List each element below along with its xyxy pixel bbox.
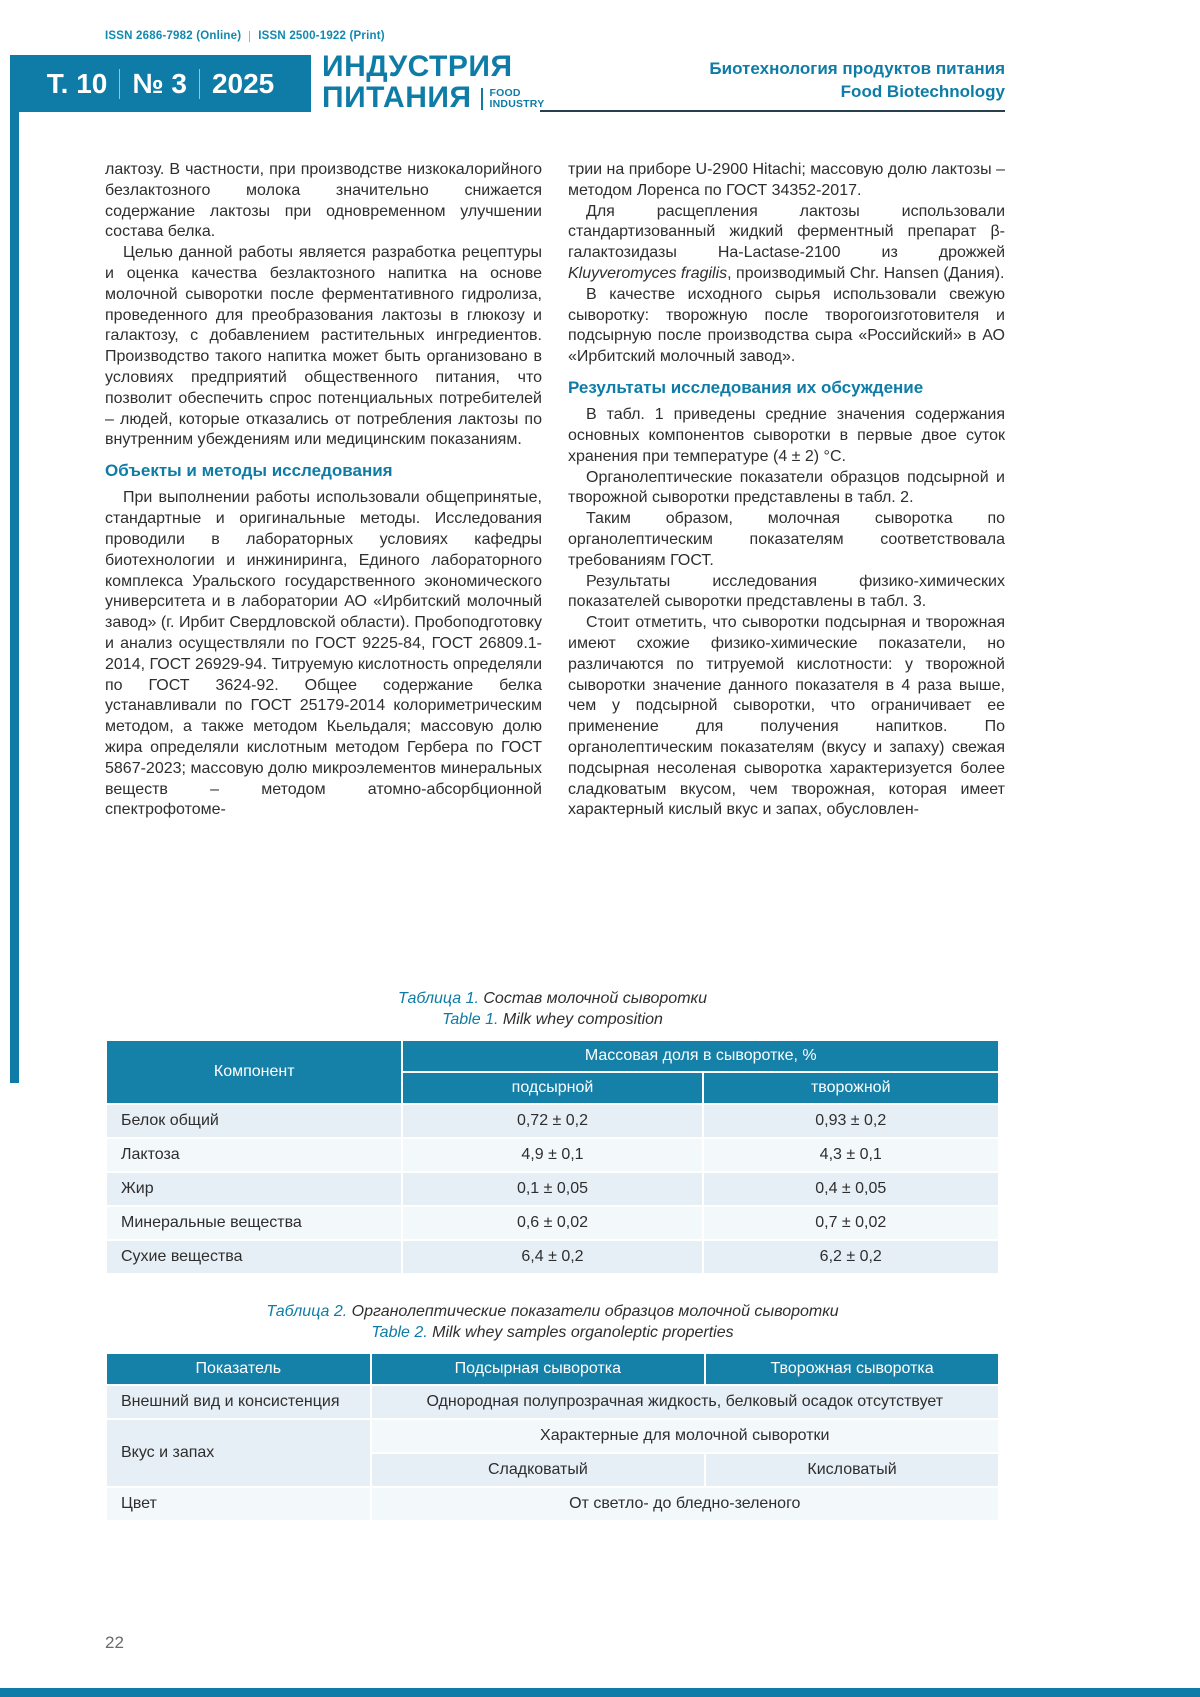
journal-title-en: FOOD INDUSTRY — [481, 88, 545, 110]
table-row: Внешний вид и консистенция Однородная полупрозрачная жидкость, белковый осадок отсутствует — [107, 1386, 998, 1418]
table1-caption-en: Table 1. Milk whey composition — [442, 1011, 663, 1028]
paragraph: При выполнении работы использовали общепринятые, стандартные и оригинальные методы. Исследования проводили в лабораторных условиях кафедры биотехнологии и инжиниринга, Единого лабораторного комплекса Уральского государственного экономического университета и в лаборатории АО «Ирбитский молочный завод» (г. Ирбит Свердловской области). Пробоподготовку и анализ осуществляли по ГОСТ 9225-84, ГОСТ 26809.1-2014, ГОСТ 26929-94. Титруемую кислотность определяли по ГОСТ 3624-92. Общее содержание белка устанавливали по ГОСТ 25179-2014 колориметрическим методом, а также методом Кьельдаля; массовую долю жира определяли кислотным методом Гербера по ГОСТ 5867-2023; массовую долю микроэлементов минеральных веществ – методом атомно-абсорбционной спектрофотоме- — [105, 489, 542, 819]
paragraph: Таким образом, молочная сыворотка по органолептическим показателям соответствовала требованиям ГОСТ. — [568, 510, 1005, 569]
table-row: Лактоза 4,9 ± 0,1 4,3 ± 0,1 — [107, 1139, 998, 1171]
volume-issue-box — [10, 55, 311, 112]
paragraph: В табл. 1 приведены средние значения содержания основных компонентов сыворотки в первые двое суток хранения при температуре (4 ± 2) °С. — [568, 406, 1005, 465]
table2-header-indicator: Показатель — [107, 1354, 370, 1384]
paragraph: Стоит отметить, что сыворотки подсырная и творожная имеют схожие физико-химические показатели, но различаются по титруемой кислотности: у творожной сыворотки значение данного показателя в 4 раза выше, чем у подсырной сыворотки, что ограничивает ее применение для получения напитков. По органолептическим показателям (вкусу и запаху) свежая подсырная несоленая сыворотка характеризуется более сладковатым вкусом, чем творожная, которая имеет характерный кислый вкус и запах, обусловлен- — [568, 614, 1005, 819]
paragraph: Целью данной работы является разработка рецептуры и оценка качества безлактозного напитка на основе молочной сыворотки после ферментативного гидролиза, проведенного для преобразования лактозы в глюкозу и галактозу, с добавлением растительных ингредиентов. Производство такого напитка может быть организовано в условиях предприятий общественного питания, что позволит обеспечить спрос потенциальных потребителей – людей, которые отказались от потребления лактозы по внутренним убеждениям или медицинским показаниям. — [105, 244, 542, 449]
table2-header-tvorozhnaya: Творожная сыворотка — [706, 1354, 998, 1384]
article-body — [105, 160, 1005, 988]
paragraph: лактозу. В частности, при производстве низкокалорийного безлактозного молока значительно снижается содержание лактозы при одновременном улучшении состава белка. — [105, 161, 542, 241]
paragraph: В качестве исходного сырья использовали свежую сыворотку: творожную после творогоизготовителя и подсырную после производства сыра «Российский» в АО «Ирбитский молочный завод». — [568, 285, 1005, 366]
paragraph: Для расщепления лактозы использовали стандартизованный жидкий ферментный препарат β-галактозидазы Ha-Lactase-2100 из дрожжей Kluyveromyces fragilis, производимый Chr. Hansen (Дания). — [568, 202, 1005, 282]
column-left — [105, 160, 542, 988]
table2-caption — [105, 1301, 1000, 1343]
bottom-accent-bar — [0, 1688, 1200, 1697]
table1-header-tvorozhnaya: творожной — [704, 1073, 999, 1103]
section-title-en: Food Biotechnology — [840, 82, 1005, 101]
journal-title-line2: ПИТАНИЯ — [322, 81, 472, 114]
table1-header-group: Массовая доля в сыворотке, % — [403, 1041, 998, 1071]
table1-caption-ru: Таблица 1. Состав молочной сыворотки — [398, 990, 707, 1007]
left-accent-bar — [10, 55, 19, 1083]
species-name-italic: Kluyveromyces fragilis — [568, 264, 728, 282]
volume-separator — [119, 69, 120, 99]
table1-whey-composition — [105, 1039, 1000, 1275]
volume-label: Т. 10 — [46, 67, 108, 99]
section-heading-methods: Объекты и методы исследования — [105, 461, 393, 481]
journal-title — [322, 51, 544, 113]
paragraph: Результаты исследования физико-химических показателей сыворотки представлены в табл. 3. — [568, 572, 1005, 611]
paragraph: Органолептические показатели образцов подсырной и творожной сыворотки представлены в табл. 2. — [568, 468, 1005, 507]
table2-header-podsyrnaya: Подсырная сыворотка — [372, 1354, 705, 1384]
column-right — [568, 160, 1005, 988]
table1-header-podsyrnaya: подсырной — [403, 1073, 701, 1103]
table2-caption-en: Table 2. Milk whey samples organoleptic properties — [371, 1324, 734, 1341]
issn-print: ISSN 2500-1922 (Print) — [258, 30, 385, 42]
journal-title-line1: ИНДУСТРИЯ — [322, 50, 513, 83]
year-label: 2025 — [211, 67, 275, 99]
issn-online: ISSN 2686-7982 (Online) — [105, 30, 242, 42]
volume-separator — [199, 69, 200, 99]
table-row: Цвет От светло- до бледно-зеленого — [107, 1488, 998, 1520]
issue-label: № 3 — [132, 67, 187, 99]
table-row: Сухие вещества 6,4 ± 0,2 6,2 ± 0,2 — [107, 1241, 998, 1273]
header-divider-line — [540, 110, 1005, 112]
table2-caption-ru: Таблица 2. Органолептические показатели образцов молочной сыворотки — [266, 1303, 839, 1320]
issn-line — [105, 30, 385, 42]
section-header — [709, 57, 1005, 103]
table2-organoleptic-properties — [105, 1352, 1000, 1522]
paragraph: трии на приборе U-2900 Hitachi; массовую долю лактозы – методом Лоренса по ГОСТ 34352-2017. — [568, 161, 1005, 199]
table-row: Вкус и запах Характерные для молочной сыворотки — [107, 1420, 998, 1452]
table-row: Сладковатый Кисловатый — [107, 1454, 998, 1486]
table-row: Минеральные вещества 0,6 ± 0,02 0,7 ± 0,02 — [107, 1207, 998, 1239]
page-number: 22 — [105, 1633, 124, 1652]
table1-caption — [105, 988, 1000, 1030]
table-row: Жир 0,1 ± 0,05 0,4 ± 0,05 — [107, 1173, 998, 1205]
table1-header-component: Компонент — [107, 1041, 401, 1103]
section-heading-results: Результаты исследования их обсуждение — [568, 377, 924, 397]
tables-section — [105, 988, 1000, 1522]
section-title-ru: Биотехнология продуктов питания — [709, 59, 1005, 78]
table-row: Белок общий 0,72 ± 0,2 0,93 ± 0,2 — [107, 1105, 998, 1137]
issn-separator — [249, 31, 250, 42]
